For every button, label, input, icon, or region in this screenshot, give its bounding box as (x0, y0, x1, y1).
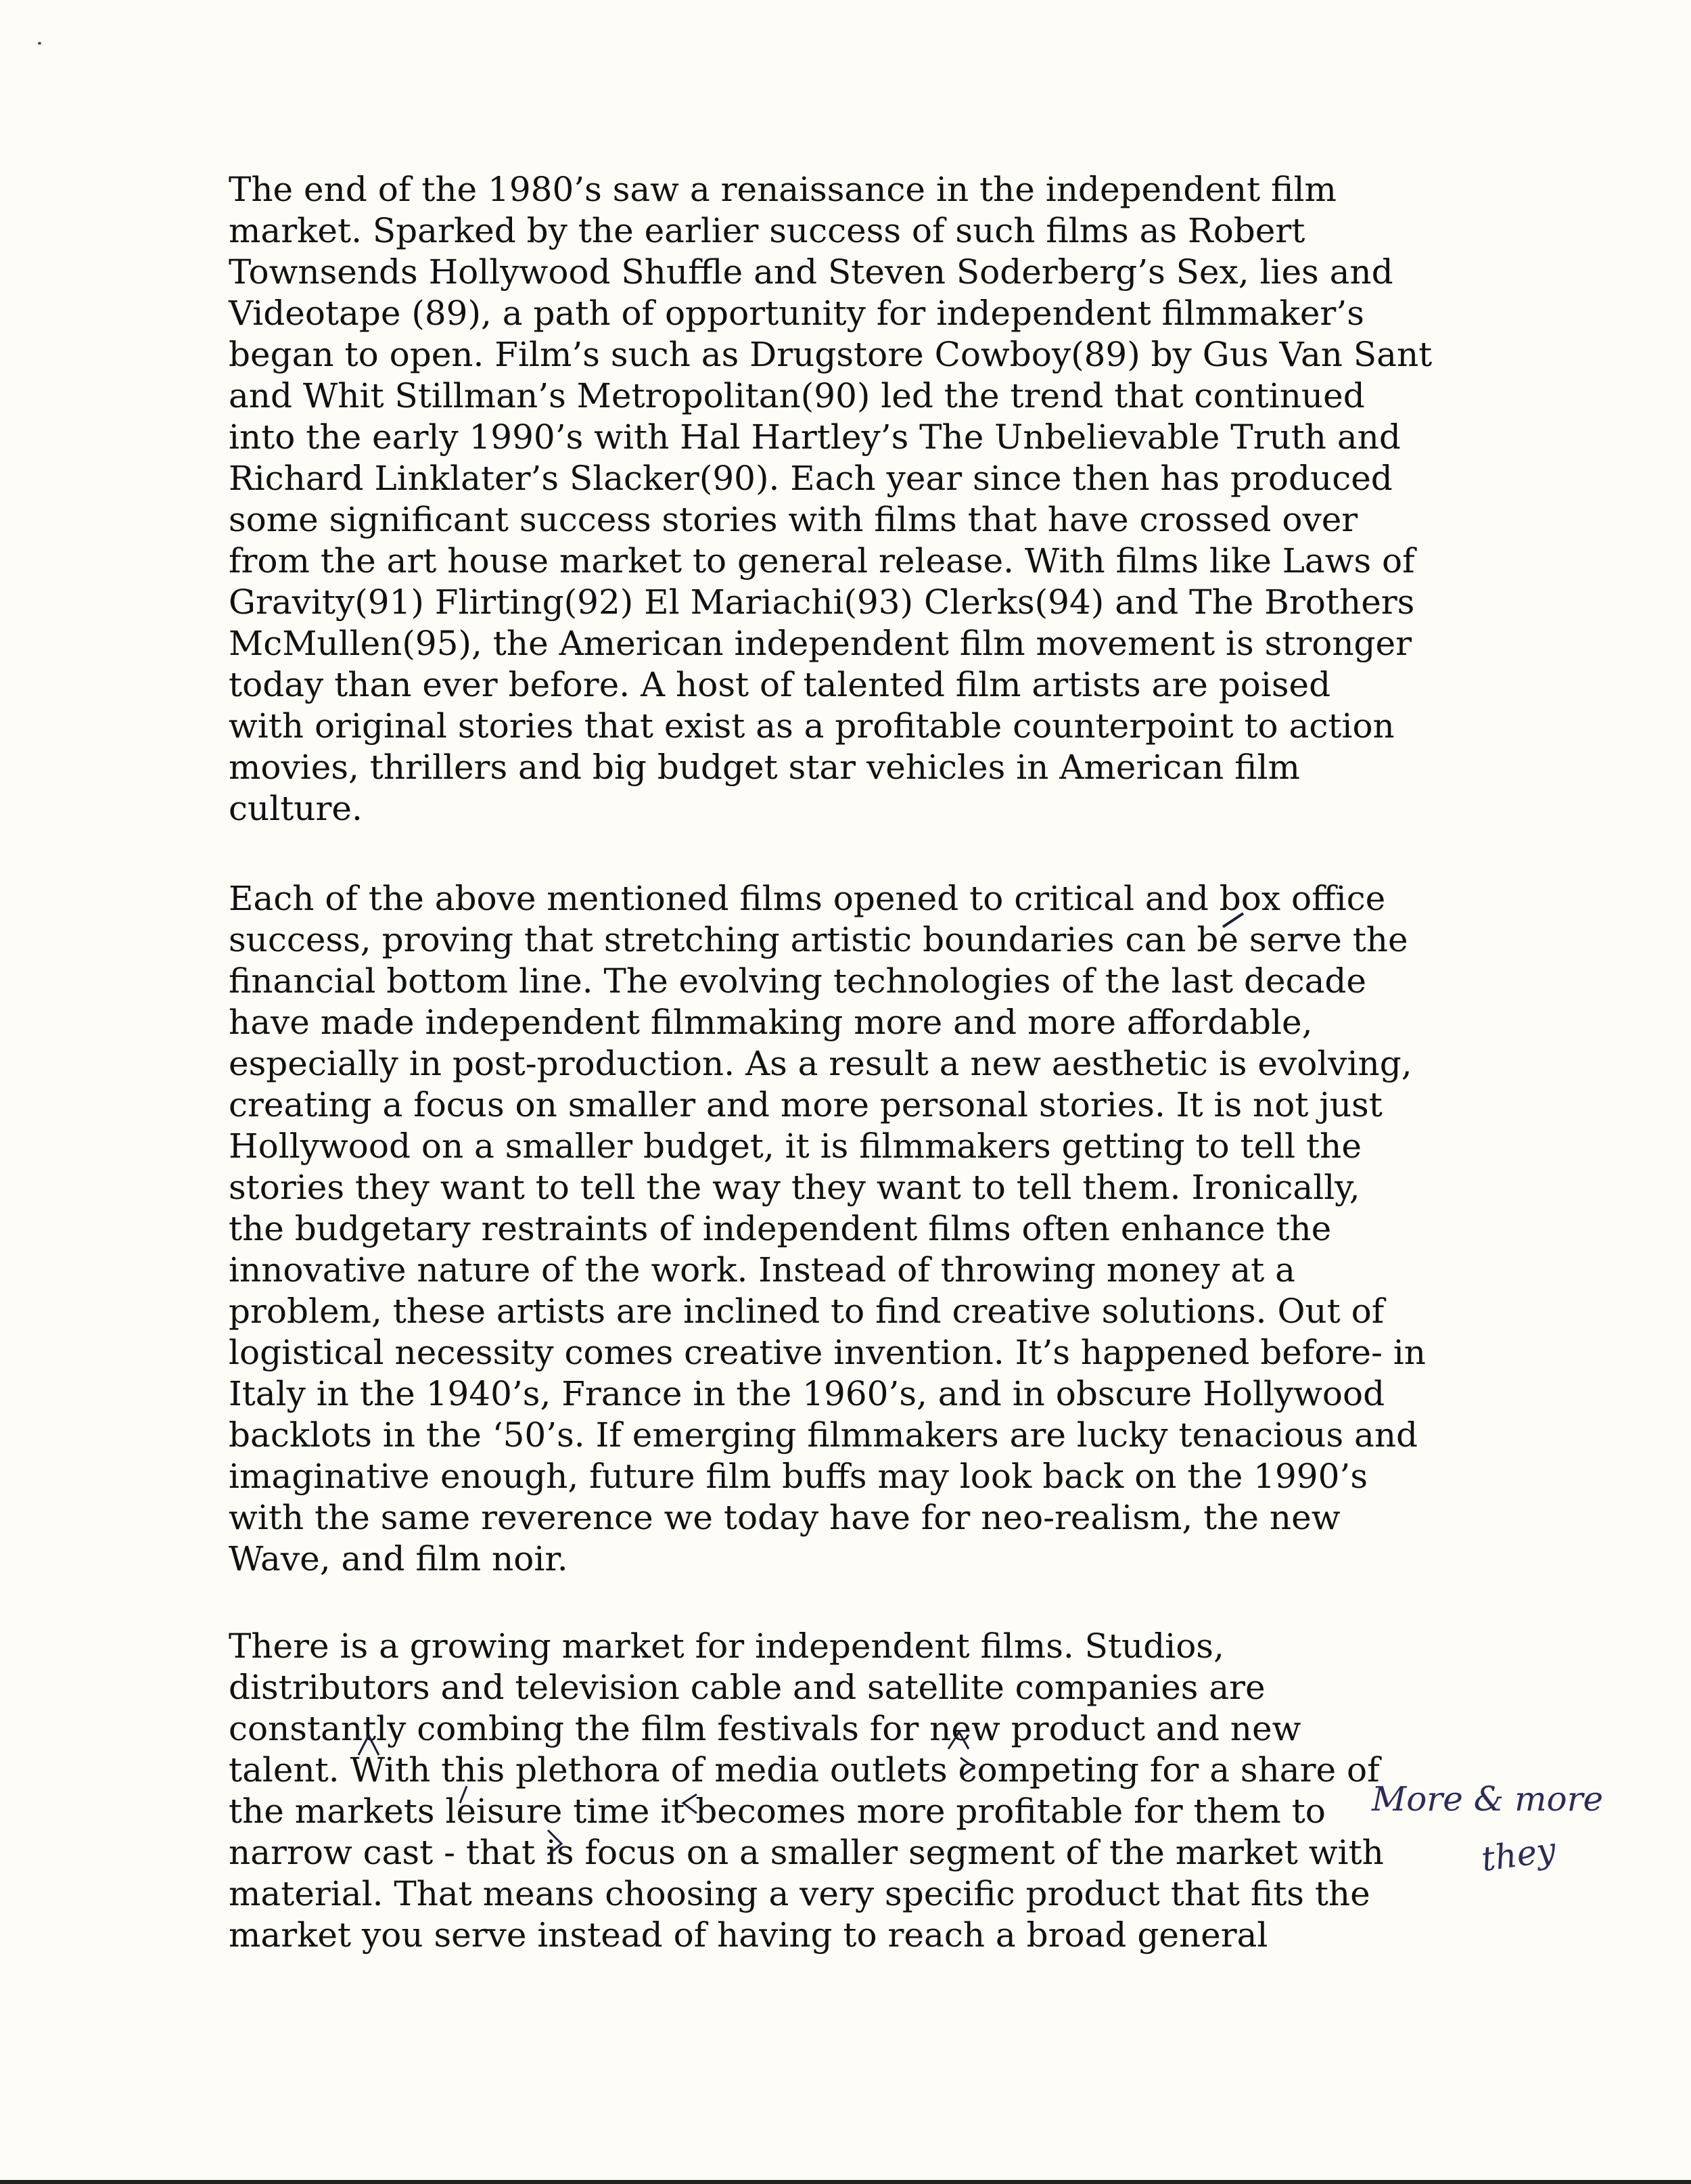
paper-speck (38, 42, 41, 45)
text-line: began to open. Film’s such as Drugstore Cowboy(89) by Gus Van Sant (229, 335, 1433, 374)
text-line: into the early 1990’s with Hal Hartley’s The Unbelievable Truth and (229, 417, 1401, 457)
text-line: the budgetary restraints of independent films often enhance the (229, 1209, 1332, 1248)
text-line: especially in post-production. As a result a new aesthetic is evolving, (229, 1044, 1412, 1083)
text-line: with the same reverence we today have for neo-realism, the new (229, 1498, 1341, 1537)
paragraph-2 (229, 878, 1554, 1580)
text-line: movies, thrillers and big budget star vehicles in American film (229, 748, 1300, 787)
text-line: constantly combing the film festivals for new product and new (229, 1709, 1301, 1748)
text-line: imaginative enough, future film buffs may look back on the 1990’s (229, 1457, 1368, 1496)
text-line: and Whit Stillman’s Metropolitan(90) led the trend that continued (229, 376, 1365, 415)
text-line: market. Sparked by the earlier success of such films as Robert (229, 211, 1305, 250)
text-line: problem, these artists are inclined to find creative solutions. Out of (229, 1292, 1385, 1331)
text-line: innovative nature of the work. Instead of throwing money at a (229, 1250, 1295, 1290)
text-line: with original stories that exist as a profitable counterpoint to action (229, 706, 1395, 746)
text-line: distributors and television cable and satellite companies are (229, 1668, 1266, 1707)
text-line: Richard Linklater’s Slacker(90). Each year since then has produced (229, 459, 1393, 498)
text-line: some significant success stories with films that have crossed over (229, 500, 1358, 539)
handwritten-note-1: More & more (1372, 1779, 1604, 1819)
text-line: Hollywood on a smaller budget, it is filmmakers getting to tell the (229, 1127, 1362, 1166)
text-line: market you serve instead of having to reach a broad general (229, 1915, 1268, 1955)
text-line: culture. (229, 789, 363, 828)
text-line: creating a focus on smaller and more personal stories. It is not just (229, 1085, 1383, 1124)
text-line: talent. With this plethora of media outlets competing for a share of (229, 1750, 1380, 1790)
handwritten-note-2: they (1479, 1829, 1558, 1880)
text-line: the markets leisure time it becomes more profitable for them to (229, 1792, 1326, 1831)
text-line: There is a growing market for independent films. Studios, (229, 1626, 1224, 1666)
text-line: Videotape (89), a path of opportunity for independent filmmaker’s (229, 294, 1364, 333)
text-line: have made independent filmmaking more and more affordable, (229, 1003, 1313, 1042)
text-line: Gravity(91) Flirting(92) El Mariachi(93) Clerks(94) and The Brothers (229, 583, 1415, 622)
page-bottom-edge (0, 2180, 1691, 2184)
text-line: The end of the 1980’s saw a renaissance in the independent film (229, 170, 1337, 209)
text-line: stories they want to tell the way they want to tell them. Ironically, (229, 1168, 1360, 1207)
text-line: Townsends Hollywood Shuffle and Steven Soderberg’s Sex, lies and (229, 252, 1393, 292)
text-line: material. That means choosing a very specific product that fits the (229, 1874, 1370, 1913)
text-line: Wave, and film noir. (229, 1539, 568, 1578)
text-line: financial bottom line. The evolving technologies of the last decade (229, 961, 1366, 1001)
text-line: narrow cast - that is focus on a smaller segment of the market with (229, 1833, 1384, 1872)
text-line: McMullen(95), the American independent film movement is stronger (229, 624, 1412, 663)
text-line: Italy in the 1940’s, France in the 1960’s, and in obscure Hollywood (229, 1374, 1385, 1413)
text-line: backlots in the ‘50’s. If emerging filmmakers are lucky tenacious and (229, 1415, 1418, 1455)
paragraph-3 (229, 1626, 1554, 1956)
text-line: Each of the above mentioned films opened to critical and box office (229, 879, 1386, 918)
text-line: from the art house market to general release. With films like Laws of (229, 541, 1415, 581)
paragraph-1 (229, 169, 1554, 829)
text-line: success, proving that stretching artistic boundaries can be serve the (229, 920, 1408, 959)
text-line: logistical necessity comes creative invention. It’s happened before- in (229, 1333, 1426, 1372)
text-line: today than ever before. A host of talented film artists are poised (229, 665, 1331, 704)
